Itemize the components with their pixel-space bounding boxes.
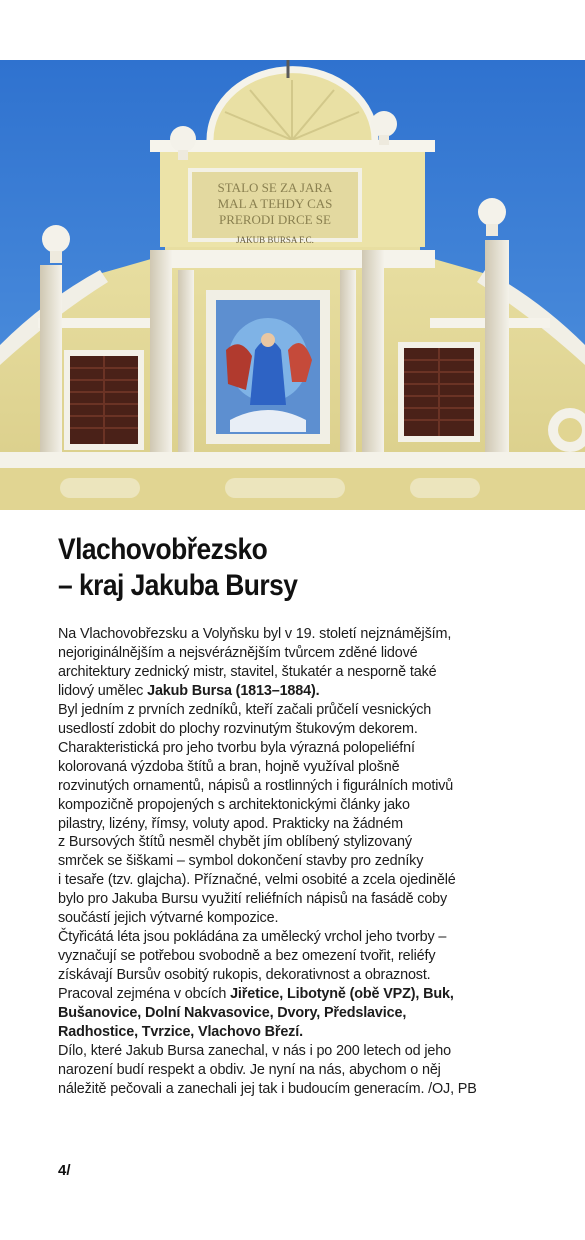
text-line: náležitě pečovali a zanechali jej tak i budoucím generacím. /OJ, PB [58,1080,477,1097]
article-body [58,625,548,1099]
village-list: Jiřetice, Libotyně (obě VPZ), Buk, [230,986,454,1003]
artist-name-dates: Jakub Bursa (1813–1884). [147,682,320,699]
text-line: Čtyřicátá léta jsou pokládána za umělecký vrchol jeho tvorby – [58,929,447,946]
text-line [58,1004,548,1023]
text-segment: lidový umělec [58,682,148,699]
sign-line-2: MAL A TEHDY CAS [217,196,333,211]
text-line: vyznačují se potřebou svobodně a bez omezení tvořit, reliéfy [58,948,436,965]
text-line [58,682,548,701]
text-line: Na Vlachovobřezsku a Volyňsku byl v 19. století nejznámějším, [58,626,452,642]
text-line: součástí jejich výtvarné kompozice. [58,910,279,927]
village-list: Radhostice, Tvrzice, Vlachovo Březí. [58,1024,303,1041]
text-line [58,985,548,1004]
text-line [58,1023,548,1042]
sign-line-4: JAKUB BURSA F.C. [236,235,314,245]
text-line: Byl jedním z prvních zedníků, kteří začali průčelí vesnických [58,701,432,718]
page-number: 4/ [58,1162,71,1179]
village-list: Bušanovice, Dolní Nakvasovice, Dvory, Předslavice, [58,1005,407,1022]
text-line: i tesaře (tzv. glajcha). Příznačné, velmi osobité a zcela ojedinělé [58,872,456,889]
text-line: bylo pro Jakuba Bursu využití reliéfních nápisů na fasádě coby [58,891,448,908]
text-line: usedlostí zdobit do plochy rozvinutým štukovým dekorem. [58,720,418,737]
paragraph-4 [58,1042,548,1099]
text-line: kompozičně propojených s architektonickými články jako [58,796,410,813]
paragraph-1 [58,625,548,701]
title-line-2: – kraj Jakuba Bursy [58,569,298,602]
page-title [58,532,498,604]
text-line: architektury zednický mistr, stavitel, štukatér a nesporně také [58,663,437,680]
text-line: rozvinutých ornamentů, nápisů a rostlinných i figurálních motivů [58,777,454,794]
text-line: Dílo, které Jakub Bursa zanechal, v nás i po 200 letech od jeho [58,1042,451,1059]
text-line: narození budí respekt a obdiv. Je nyní na nás, abychom o něj [58,1061,441,1078]
title-line-1: Vlachovobřezsko [58,533,268,566]
sign-line-1: STALO SE ZA JARA [217,180,333,195]
sign-line-3: PRERODI DRCE SE [219,212,331,227]
text-line: z Bursových štítů nesměl chybět jím oblíbený stylizovaný [58,834,412,851]
text-line: kolorovaná výzdoba štítů a bran, hojně využíval plošně [58,758,400,775]
text-line: smrček se šiškami – symbol dokončení stavby pro zedníky [58,853,424,870]
paragraph-3 [58,928,548,1042]
text-line: Charakteristická pro jeho tvorbu byla výrazná polореliéfní [58,739,415,756]
text-segment: Pracoval zejména v obcích [58,986,231,1003]
plaque-inscription [0,60,585,510]
paragraph-2 [58,701,548,928]
text-line: získávají Bursův osobitý rukopis, dekorativnost a obraznost. [58,967,431,984]
text-line: pilastry, lizény, římsy, voluty apod. Prakticky na žádném [58,815,403,832]
header-photo [0,60,585,510]
text-line: nejoriginálnějším a nejsvéráznějším tvůrcem zděné lidové [58,644,418,661]
